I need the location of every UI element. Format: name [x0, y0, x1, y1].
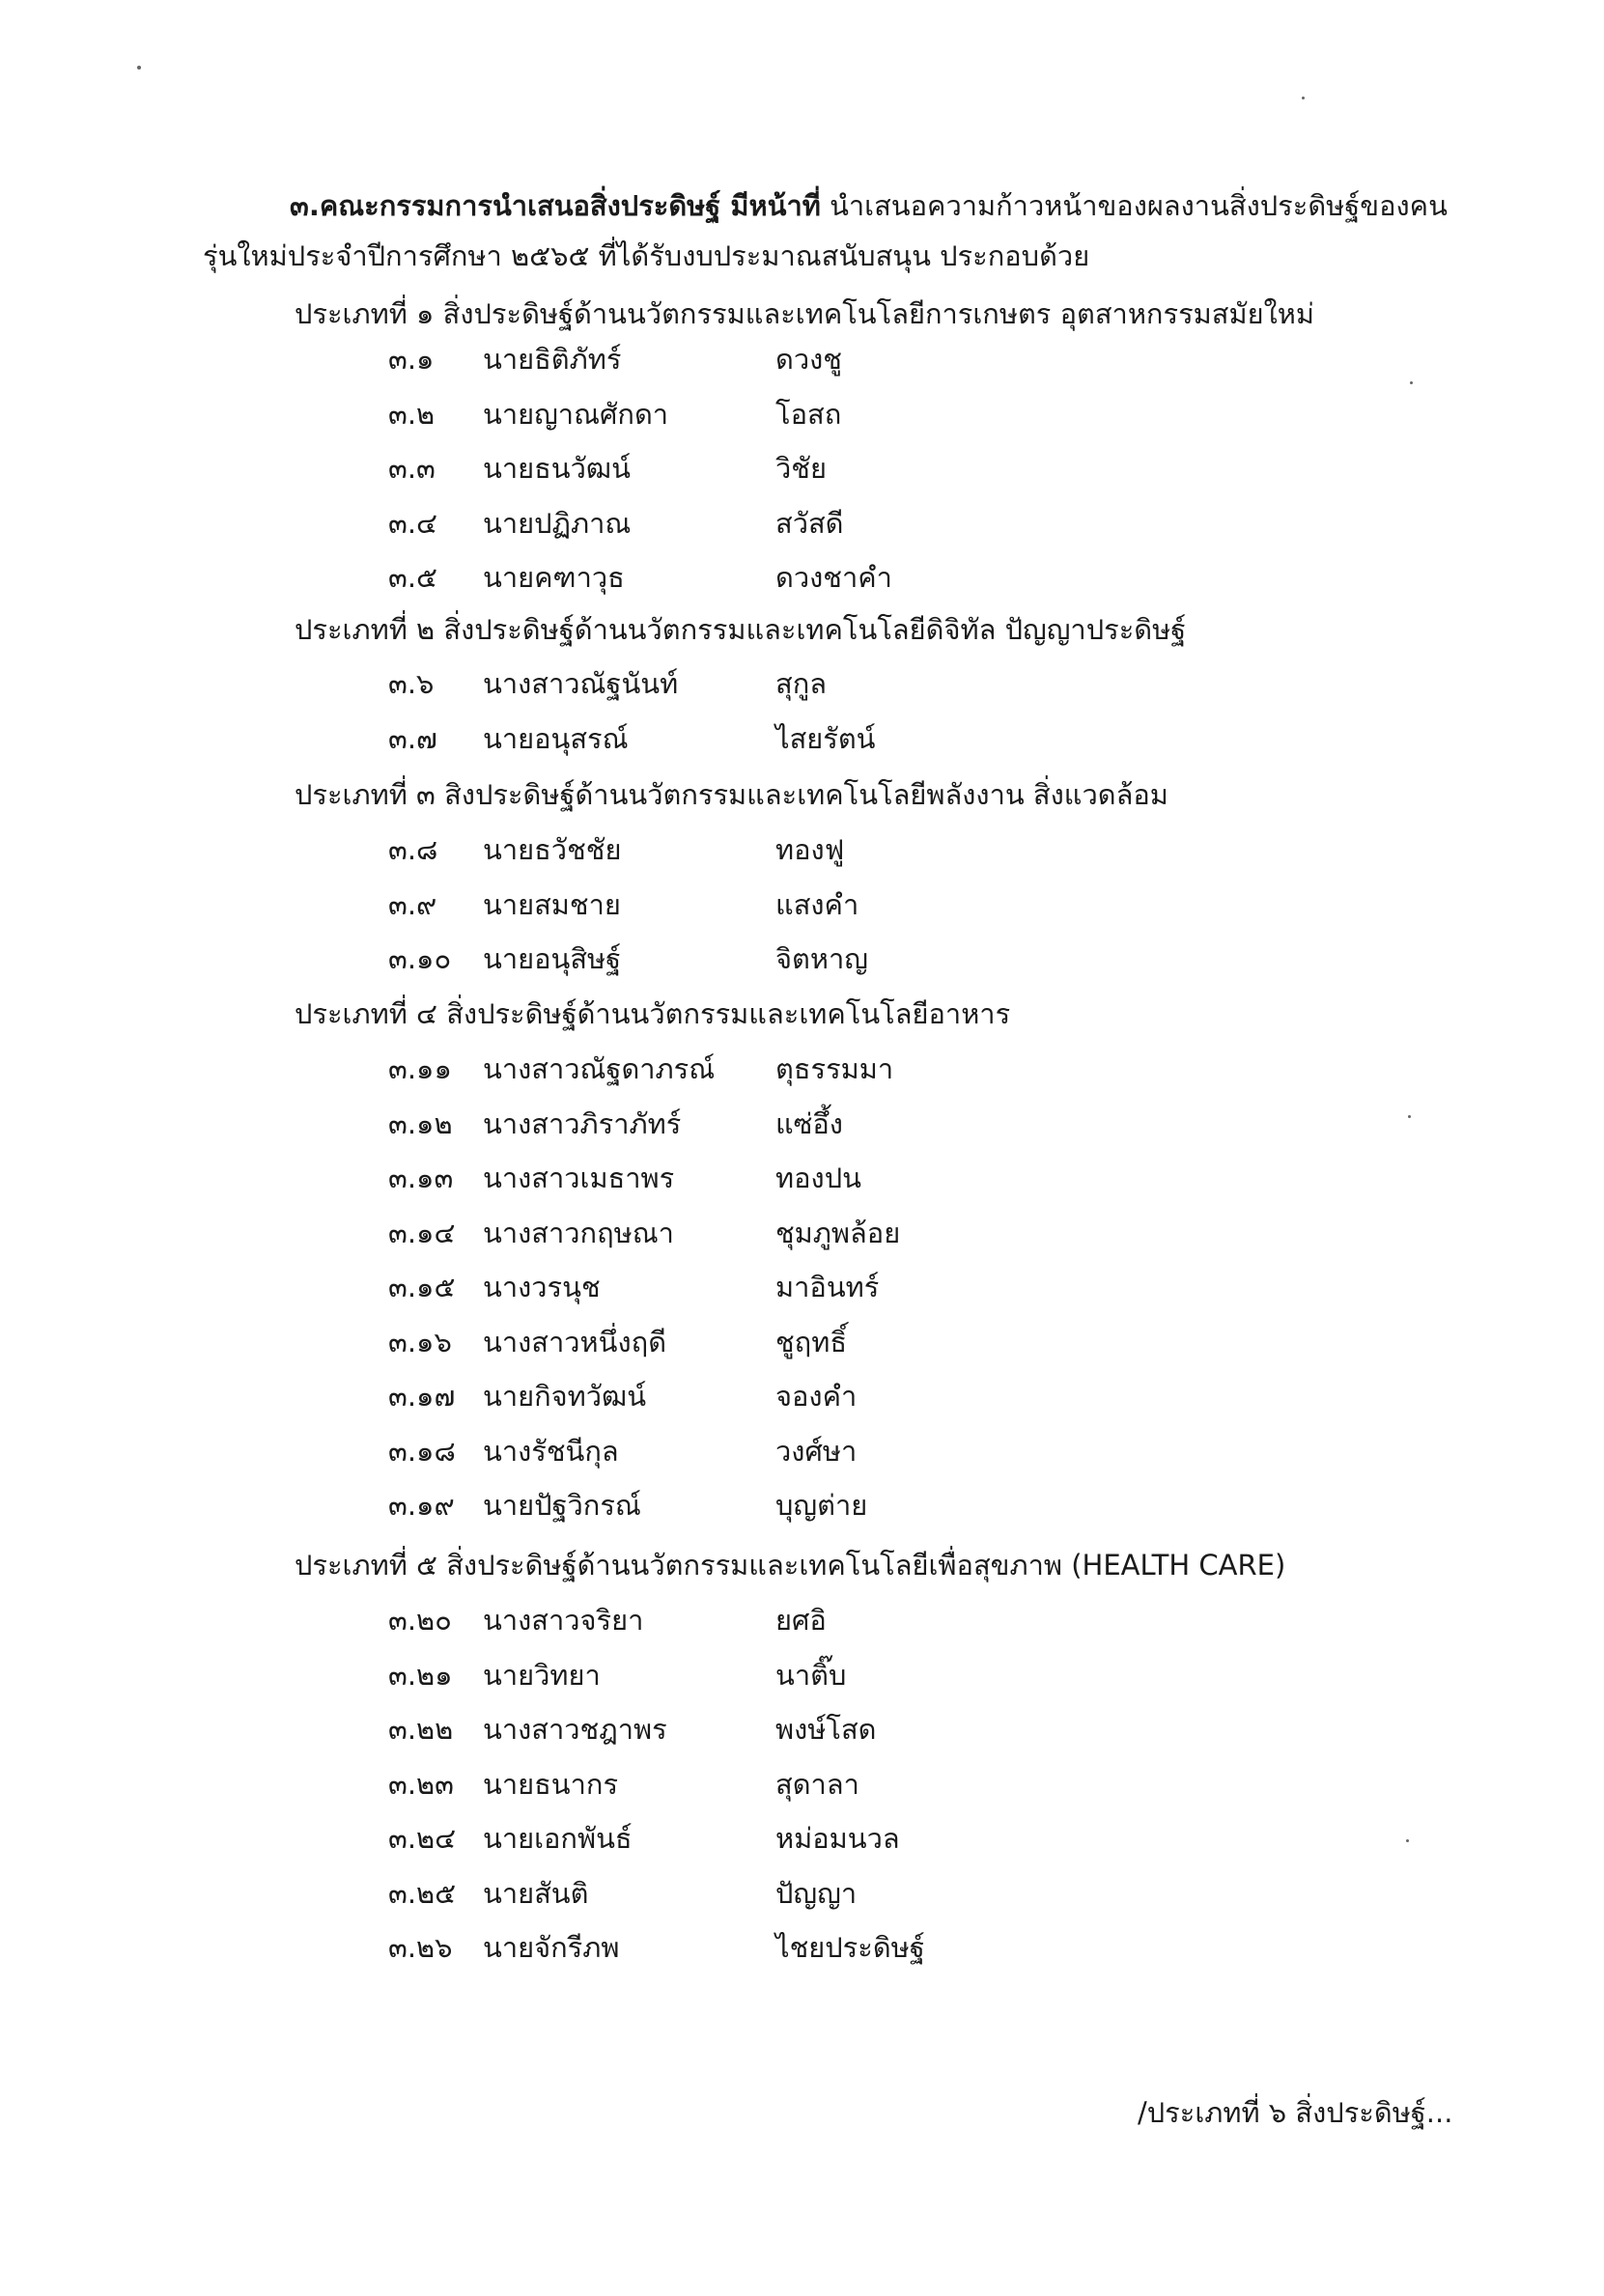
- member-number: ๓.๖: [388, 667, 435, 700]
- member-row: [0, 664, 1604, 703]
- member-first-name: นางสาวณัฐนันท์: [483, 667, 679, 700]
- member-first-name: นางสาวชฎาพร: [483, 1713, 667, 1746]
- intro-bold-lead: ๓.คณะกรรมการนำเสนอสิ่งประดิษฐ์ มีหน้าที่: [290, 189, 821, 222]
- member-last-name: ชุมภูพล้อย: [775, 1217, 901, 1249]
- intro-line-1-rest: นำเสนอความก้าวหน้าของผลงานสิ่งประดิษฐ์ของคน: [820, 189, 1448, 222]
- member-first-name: นางสาวภิราภัทร์: [483, 1107, 682, 1140]
- member-number: ๓.๑๕: [388, 1271, 456, 1303]
- category-heading: ประเภทที่ ๔ สิ่งประดิษฐ์ด้านนวัตกรรมและเทคโนโลยีอาหาร: [295, 997, 1011, 1030]
- member-row: [0, 449, 1604, 488]
- member-number: ๓.๑: [388, 343, 435, 376]
- member-number: ๓.๑๘: [388, 1435, 456, 1468]
- member-row: [0, 939, 1604, 978]
- scan-speck: [1406, 1839, 1409, 1842]
- member-first-name: นายคฑาวุธ: [483, 561, 625, 594]
- member-row: [0, 1159, 1604, 1197]
- member-last-name: มาอินทร์: [775, 1271, 880, 1303]
- member-row: [0, 340, 1604, 378]
- member-number: ๓.๓: [388, 452, 436, 485]
- member-first-name: นายจักรีภพ: [483, 1931, 620, 1964]
- member-number: ๓.๒๓: [388, 1768, 454, 1801]
- member-row: [0, 885, 1604, 924]
- member-number: ๓.๑๐: [388, 942, 452, 975]
- member-last-name: ไชยประดิษฐ์: [775, 1931, 925, 1964]
- member-number: ๓.๑๒: [388, 1107, 453, 1140]
- member-first-name: นางวรนุช: [483, 1271, 601, 1303]
- intro-line-1: [290, 186, 1448, 225]
- member-number: ๓.๑๖: [388, 1326, 452, 1358]
- member-first-name: นางสาวจริยา: [483, 1604, 644, 1637]
- member-last-name: ดวงชู: [775, 343, 842, 376]
- member-last-name: พงษ์โสด: [775, 1713, 877, 1746]
- member-row: [0, 1710, 1604, 1749]
- member-first-name: นายสันติ: [483, 1877, 589, 1910]
- member-number: ๓.๑๑: [388, 1052, 452, 1085]
- member-row: [0, 1323, 1604, 1361]
- member-number: ๓.๙: [388, 888, 437, 921]
- member-row: [0, 1486, 1604, 1525]
- member-last-name: สุดาลา: [775, 1768, 859, 1801]
- member-row: [0, 1656, 1604, 1694]
- category-heading: ประเภทที่ ๑ สิ่งประดิษฐ์ด้านนวัตกรรมและเทคโนโลยีการเกษตร อุตสาหกรรมสมัยใหม่: [295, 297, 1314, 330]
- member-first-name: นายธนากร: [483, 1768, 619, 1801]
- member-last-name: สวัสดี: [775, 507, 844, 540]
- member-last-name: ชูฤทธิ์: [775, 1326, 848, 1358]
- member-number: ๓.๒๒: [388, 1713, 454, 1746]
- scan-speck: [1410, 381, 1413, 384]
- member-number: ๓.๒๖: [388, 1931, 453, 1964]
- member-last-name: แสงคำ: [775, 888, 859, 921]
- member-first-name: นายสมชาย: [483, 888, 621, 921]
- member-first-name: นายอนุสิษฐ์: [483, 942, 622, 975]
- member-first-name: นายอนุสรณ์: [483, 722, 629, 755]
- member-number: ๓.๒๑: [388, 1659, 453, 1692]
- member-last-name: ทองปน: [775, 1162, 861, 1194]
- member-row: [0, 1765, 1604, 1804]
- member-last-name: จองคำ: [775, 1380, 858, 1413]
- member-last-name: ตุธรรมมา: [775, 1052, 894, 1085]
- member-last-name: จิตหาญ: [775, 942, 868, 975]
- scan-speck: [137, 66, 141, 70]
- member-row: [0, 719, 1604, 758]
- member-row: [0, 1928, 1604, 1967]
- member-last-name: ยศอิ: [775, 1604, 827, 1637]
- member-number: ๓.๑๓: [388, 1162, 454, 1194]
- member-row: [0, 1105, 1604, 1143]
- member-last-name: ทองฟู: [775, 833, 845, 866]
- member-number: ๓.๔: [388, 507, 437, 540]
- member-first-name: นายวิทยา: [483, 1659, 601, 1692]
- member-first-name: นางสาวกฤษณา: [483, 1217, 674, 1249]
- member-number: ๓.๕: [388, 561, 437, 594]
- member-first-name: นางรัชนีกุล: [483, 1435, 619, 1468]
- member-last-name: วงศ์ษา: [775, 1435, 858, 1468]
- member-last-name: แซ่อึ้ง: [775, 1107, 843, 1140]
- member-row: [0, 1432, 1604, 1470]
- member-number: ๓.๑๔: [388, 1217, 456, 1249]
- member-row: [0, 1819, 1604, 1858]
- member-first-name: นายธวัชชัย: [483, 833, 622, 866]
- member-first-name: นางสาวหนึ่งฤดี: [483, 1326, 667, 1358]
- member-first-name: นายธิติภัทร์: [483, 343, 622, 376]
- member-last-name: นาติ๊บ: [775, 1659, 847, 1692]
- member-first-name: นายธนวัฒน์: [483, 452, 631, 485]
- member-last-name: บุญต่าย: [775, 1489, 868, 1522]
- member-row: [0, 1268, 1604, 1306]
- member-first-name: นายปัฐวิกรณ์: [483, 1489, 641, 1522]
- member-row: [0, 395, 1604, 434]
- member-last-name: ดวงชาคำ: [775, 561, 892, 594]
- member-number: ๓.๒๐: [388, 1604, 452, 1637]
- member-row: [0, 558, 1604, 597]
- member-number: ๓.๑๗: [388, 1380, 456, 1413]
- member-last-name: ปัญญา: [775, 1877, 858, 1910]
- member-number: ๓.๑๙: [388, 1489, 455, 1522]
- member-first-name: นางสาวณัฐดาภรณ์: [483, 1052, 716, 1085]
- member-row: [0, 830, 1604, 869]
- member-row: [0, 1874, 1604, 1913]
- member-last-name: โอสถ: [775, 398, 842, 431]
- member-row: [0, 1214, 1604, 1252]
- member-first-name: นายกิจทวัฒน์: [483, 1380, 647, 1413]
- member-row: [0, 1377, 1604, 1415]
- intro-line-2: รุ่นใหม่ประจำปีการศึกษา ๒๕๖๕ ที่ได้รับงบประมาณสนับสนุน ประกอบด้วย: [203, 239, 1090, 272]
- member-last-name: ไสยรัตน์: [775, 722, 876, 755]
- member-number: ๓.๒: [388, 398, 436, 431]
- category-heading: ประเภทที่ ๕ สิ่งประดิษฐ์ด้านนวัตกรรมและเทคโนโลยีเพื่อสุขภาพ (HEALTH CARE): [295, 1549, 1286, 1582]
- member-row: [0, 1601, 1604, 1639]
- member-first-name: นายญาณศักดา: [483, 398, 669, 431]
- category-heading: ประเภทที่ ๓ สิงประดิษฐ์ด้านนวัตกรรมและเทคโนโลยีพลังงาน สิ่งแวดล้อม: [295, 778, 1168, 811]
- member-number: ๓.๒๔: [388, 1822, 457, 1855]
- member-last-name: หม่อมนวล: [775, 1822, 900, 1855]
- member-number: ๓.๘: [388, 833, 438, 866]
- scan-speck: [1302, 97, 1305, 99]
- member-row: [0, 1050, 1604, 1088]
- continuation-footer: /ประเภทที่ ๖ สิ่งประดิษฐ์...: [1138, 2096, 1453, 2129]
- member-row: [0, 504, 1604, 543]
- member-last-name: วิชัย: [775, 452, 827, 485]
- member-first-name: นางสาวเมธาพร: [483, 1162, 675, 1194]
- member-first-name: นายเอกพันธ์: [483, 1822, 633, 1855]
- scan-speck: [1408, 1115, 1411, 1118]
- member-last-name: สุกูล: [775, 667, 828, 700]
- category-heading: ประเภทที่ ๒ สิ่งประดิษฐ์ด้านนวัตกรรมและเทคโนโลยีดิจิทัล ปัญญาประดิษฐ์: [295, 613, 1187, 646]
- member-number: ๓.๒๕: [388, 1877, 457, 1910]
- member-first-name: นายปฏิภาณ: [483, 507, 632, 540]
- member-number: ๓.๗: [388, 722, 437, 755]
